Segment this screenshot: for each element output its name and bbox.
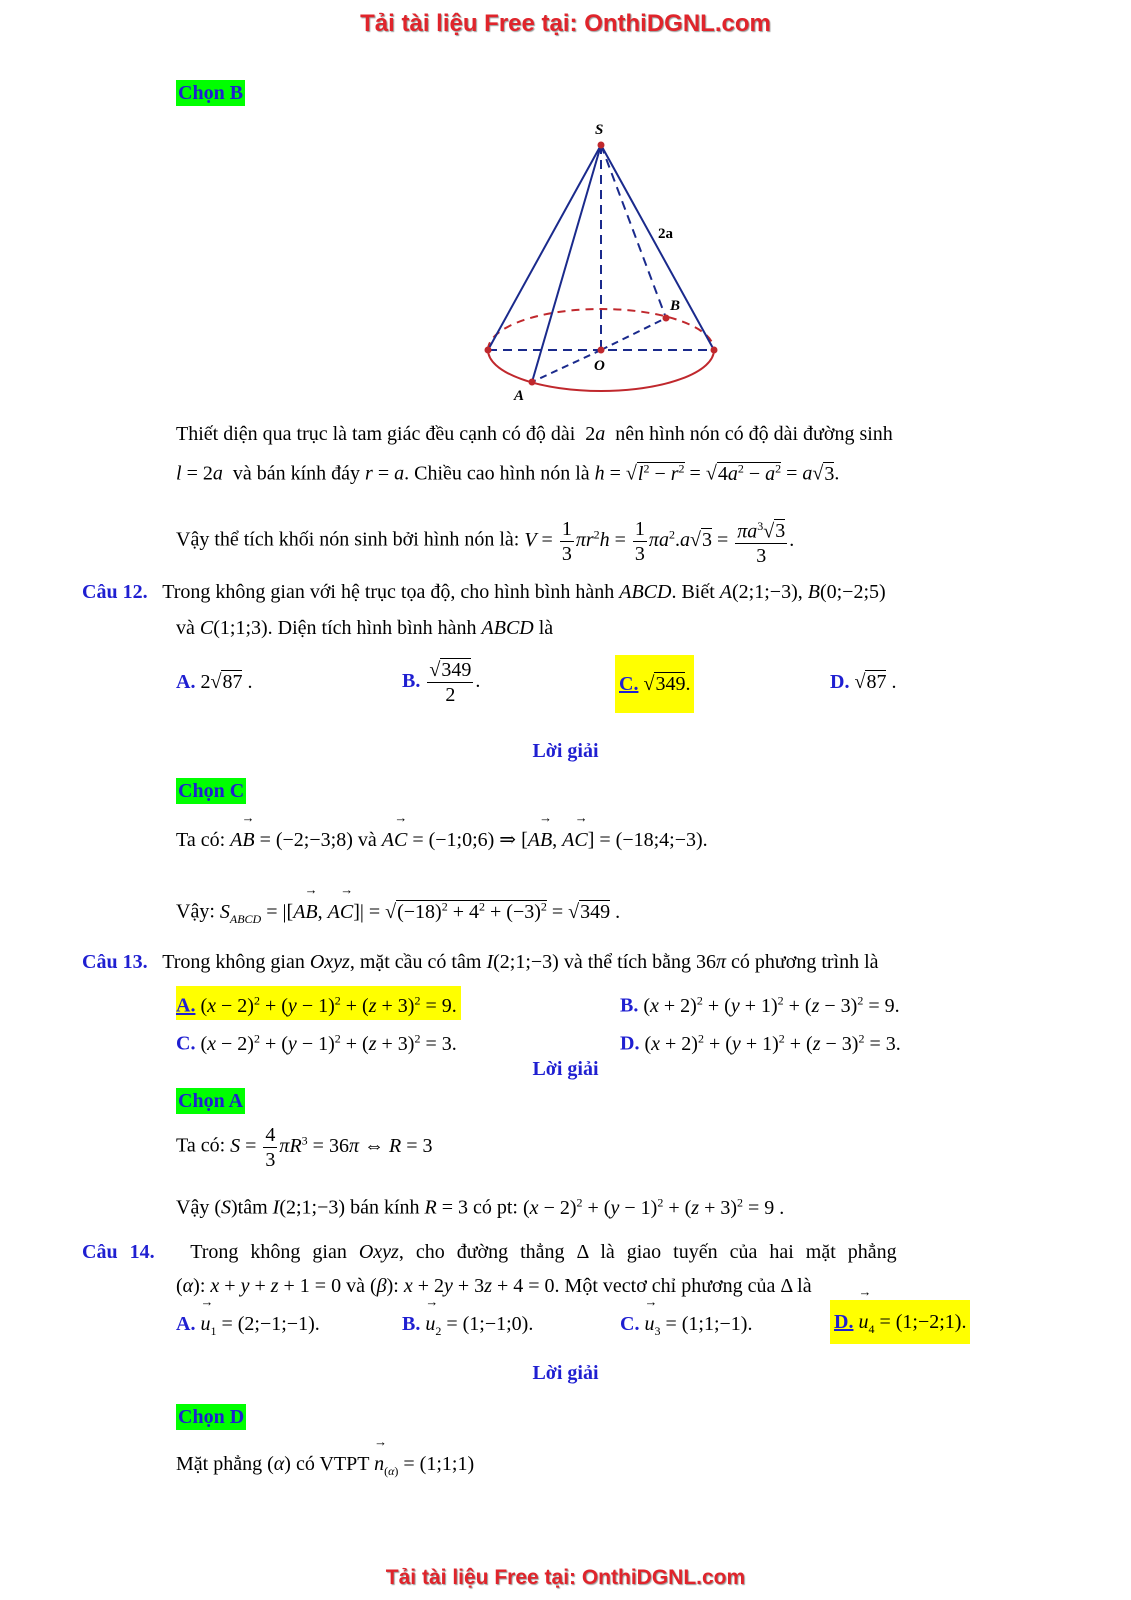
q12-question-line-1: Câu 12. Trong không gian với hệ trục tọa độ, cho hình bình hành ABCD. Biết A(2;1;−3), B(0;−2;5): [82, 581, 886, 603]
q12-option-c[interactable]: C. √349.: [615, 655, 694, 713]
label-b: B: [670, 298, 681, 314]
q11-paragraph-1: Thiết diện qua trục là tam giác đều cạnh có độ dài 2a nên hình nón có độ dài đường sinh: [176, 423, 893, 445]
q13-solution-line-1: Ta có: S = $\frac{4}{3}$ $\pi R^3 = 36\pi$ ⇔ R = 3: [176, 1123, 433, 1171]
q12-text: . Diện tích hình bình hành: [267, 617, 477, 639]
q14-text: , cho đường thẳng: [398, 1241, 565, 1263]
q13-text: bán kính: [350, 1196, 420, 1219]
q14-question-line-1: Câu 14. Trong không gian Oxyz, cho đường thẳng Δ là giao tuyến của hai mặt phẳng: [82, 1241, 897, 1263]
option-label: A.: [176, 671, 196, 693]
q13-text: Vậy: [176, 1196, 210, 1219]
q13-text: tâm: [237, 1196, 268, 1219]
q14-question-line-2: (α): x + y + z + 1 = 0 và (β): x + 2y + 3z + 4 = 0. Một vectơ chỉ phương của Δ là: [176, 1275, 812, 1297]
option-label: D.: [834, 1311, 854, 1333]
answer-choice-q11: Chọn B: [178, 82, 244, 104]
cone-figure: [470, 112, 740, 412]
q14-option-b[interactable]: B. → $u_2$ = (1;−1;0).: [402, 1310, 533, 1345]
q11-text: Thiết diện qua trục là tam giác đều cạnh có độ dài: [176, 423, 576, 445]
q12-solution-line-2: Vậy: $S_{ABCD}$ = |[→ AB, → $AC]| = √(-18)^2 + 4^2 + (-3)^2 = √349$ .: [176, 892, 620, 933]
q14-text: . Một vectơ chỉ phương của: [554, 1275, 776, 1297]
label-a: A: [514, 388, 525, 404]
label-o: O: [594, 358, 605, 374]
q13-option-a[interactable]: A. $(x - 2)^2 + (y - 1)^2 + (z + 3)^2 = 9$.: [176, 986, 461, 1020]
option-label: D.: [620, 1032, 640, 1055]
option-label: C.: [619, 673, 639, 695]
q12-text: Ta có:: [176, 829, 226, 851]
q12-text: và: [176, 617, 195, 639]
q12-text: và: [357, 829, 377, 851]
q12-solution-line-1: Ta có: → AB = (−2;−3;8) và → AC = (−1;0;6) ⇒ [→ AB, → AC] = (−18;4;−3).: [176, 826, 708, 854]
option-label: B.: [402, 1313, 421, 1335]
q14-number: Câu 14.: [82, 1241, 155, 1263]
q13-text: có pt:: [473, 1196, 518, 1219]
q13-text: có phương trình là: [731, 951, 879, 973]
header-watermark[interactable]: Tải tài liệu Free tại: OnthiDGNL.com: [360, 10, 771, 37]
q14-text: có VTPT: [295, 1453, 370, 1475]
option-label: B.: [620, 994, 639, 1017]
q13-number: Câu 13.: [82, 951, 148, 973]
q14-option-d[interactable]: D. → $u_4$ = (1;−2;1).: [830, 1300, 970, 1344]
answer-choice-q14: Chọn D: [178, 1406, 245, 1428]
q13-question-line-1: Câu 13. Trong không gian Oxyz, mặt cầu có tâm I(2;1;−3) và thể tích bằng 36π có phương trình là: [82, 951, 879, 973]
q12-text: Trong không gian với hệ trục tọa độ, cho hình bình hành: [162, 581, 615, 603]
q14-text: là giao tuyến của hai mặt phẳng: [600, 1241, 897, 1263]
q13-text: Trong không gian: [162, 951, 305, 973]
option-label: D.: [830, 671, 850, 693]
q13-option-c[interactable]: C. $(x - 2)^2 + (y - 1)^2 + (z + 3)^2 = 3$.: [176, 1031, 457, 1055]
q13-option-b[interactable]: B. $(x + 2)^2 + (y + 1)^2 + (z - 3)^2 = 9$.: [620, 993, 900, 1017]
q14-text: Mặt phẳng: [176, 1453, 263, 1475]
q13-text: Ta có:: [176, 1134, 226, 1157]
q13-solution-heading: Lời giải: [532, 1058, 599, 1080]
q11-text: và bán kính đáy: [232, 462, 361, 485]
q12-option-d[interactable]: D. √87 .: [830, 671, 897, 693]
q14-solution-line-1: Mặt phẳng (α) có VTPT → $n_{(\alpha)}$ = (1;1;1): [176, 1450, 474, 1485]
option-label: C.: [176, 1032, 196, 1055]
q13-text: và thể tích bằng: [563, 951, 692, 973]
option-label: C.: [620, 1313, 640, 1335]
answer-choice-q13: Chọn A: [178, 1090, 244, 1112]
answer-choice-q12: Chọn C: [178, 780, 245, 802]
q11-paragraph-2: l = 2a và bán kính đáy r = a. Chiều cao hình nón là $h = √l^2 - r^2 = √4a^2 - a^2 = a√3$.: [176, 461, 840, 485]
q12-text: . Biết: [671, 581, 715, 603]
q14-text: là: [797, 1275, 812, 1297]
q12-question-line-2: và C(1;1;3). Diện tích hình bình hành ABCD là: [176, 617, 554, 639]
q12-text: Vậy:: [176, 900, 215, 923]
footer-watermark[interactable]: Tải tài liệu Free tại: OnthiDGNL.com: [385, 1566, 746, 1589]
q14-option-a[interactable]: A. → $u_1$ = (2;−1;−1).: [176, 1310, 320, 1345]
q11-paragraph-3: Vậy thể tích khối nón sinh bởi hình nón là: V = $\frac{1}{3}$ $\pi r^2h$ = $\frac{1}{3}$ $\pi a^2.a√3$ = $\frac{\pi a^3√3}{3}$ .: [176, 506, 794, 568]
q12-solution-heading: Lời giải: [532, 740, 599, 762]
q14-option-c[interactable]: C. → $u_3$ = (1;1;−1).: [620, 1310, 752, 1345]
q13-text: , mặt cầu có tâm: [349, 951, 482, 973]
q12-text: là: [538, 617, 554, 639]
q12-number: Câu 12.: [82, 581, 148, 603]
q14-text: Trong không gian: [190, 1241, 347, 1263]
q14-text: và: [346, 1275, 365, 1297]
q12-option-b[interactable]: B. $\frac{√349}{2}$ .: [402, 658, 481, 706]
label-s: S: [595, 122, 604, 138]
label-edge-2a: 2a: [658, 226, 673, 242]
q13-solution-line-2: Vậy (S)tâm I(2;1;−3) bán kính R = 3 có pt: $(x - 2)^2 + (y - 1)^2 + (z + 3)^2 = 9$ .: [176, 1195, 785, 1219]
q11-text: . Chiều cao hình nón là: [404, 462, 590, 485]
q13-option-d[interactable]: D. $(x + 2)^2 + (y + 1)^2 + (z - 3)^2 = 3$.: [620, 1031, 901, 1055]
option-label: A.: [176, 994, 196, 1017]
q11-text: Vậy thể tích khối nón sinh bởi hình nón là:: [176, 528, 520, 551]
q12-option-a[interactable]: A. 2√87 .: [176, 671, 253, 693]
q14-solution-heading: Lời giải: [532, 1362, 599, 1384]
q11-text: nên hình nón có độ dài đường sinh: [615, 423, 893, 445]
option-label: B.: [402, 670, 421, 692]
option-label: A.: [176, 1313, 196, 1335]
